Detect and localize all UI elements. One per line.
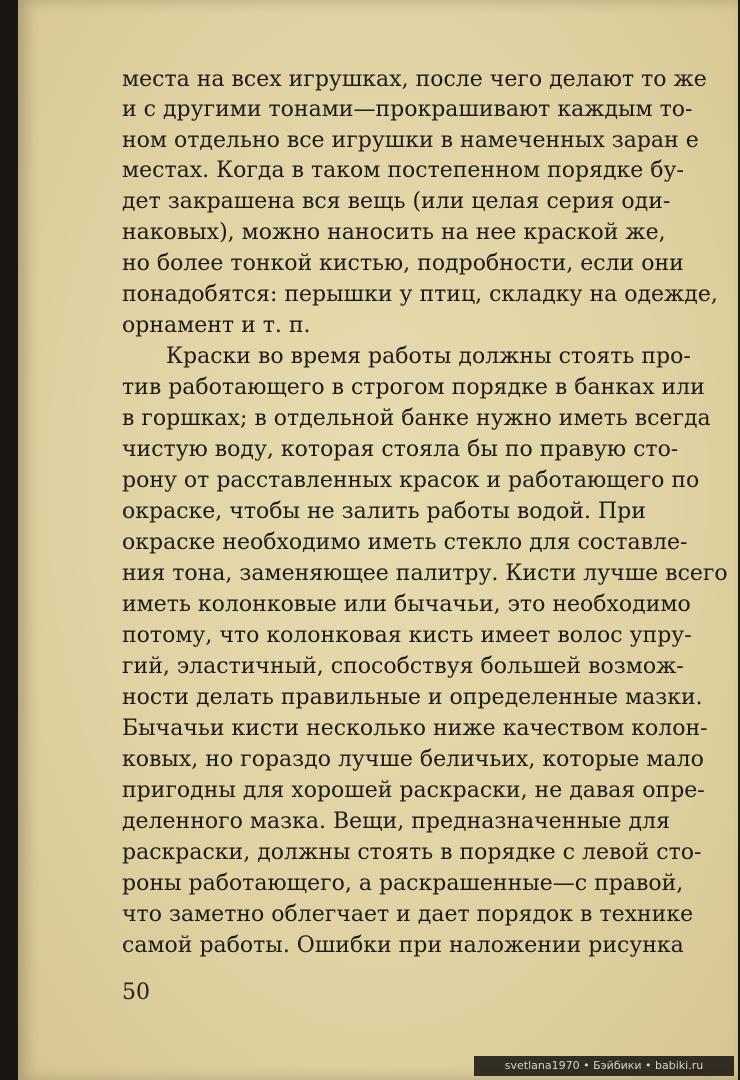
text-line: потому, что колонковая кисть имеет волос упру-	[122, 623, 692, 648]
text-line: в горшках; в отдельной банке нужно иметь всегда	[122, 406, 711, 431]
text-line: ности делать правильные и определенные мазки.	[122, 685, 703, 710]
text-line: тив работающего в строгом порядке в банках или	[122, 375, 705, 400]
watermark: svetlana1970 • Бэйбики • babiki.ru	[474, 1056, 734, 1076]
text-line: места на всех игрушках, после чего делают то же	[122, 67, 707, 92]
text-line: чистую воду, которая стояла бы по правую сто-	[122, 437, 679, 462]
text-line: пригодны для хорошей раскраски, не давая опре-	[122, 778, 705, 803]
book-page	[18, 0, 738, 1080]
text-line: окраске, чтобы не залить работы водой. При	[122, 499, 646, 524]
text-line: местах. Когда в таком постепенном порядке бу-	[122, 158, 684, 183]
text-line: и с другими тонами—прокрашивают каждым то-	[122, 97, 693, 122]
text-line: понадобятся: перышки у птиц, складку на одежде,	[122, 282, 718, 307]
text-line: рону от расставленных красок и работающего по	[122, 468, 700, 493]
text-line: самой работы. Ошибки при наложении рисунка	[122, 933, 684, 958]
text-line: что заметно облегчает и дает порядок в технике	[122, 902, 694, 927]
text-line: наковых), можно наносить на нее краской же,	[122, 220, 666, 245]
text-line: роны работающего, а раскрашенные—с правой,	[122, 871, 684, 896]
text-line: деленного мазка. Вещи, предназначенные для	[122, 809, 670, 834]
page-number: 50	[122, 980, 150, 1005]
text-line: Бычачьи кисти несколько ниже качеством колон-	[122, 716, 708, 741]
text-line: ном отдельно все игрушки в намеченных заран е	[122, 128, 699, 153]
text-line: но более тонкой кистью, подробности, если они	[122, 251, 684, 276]
text-line: Краски во время работы должны стоять про-	[166, 344, 691, 369]
text-line: ния тона, заменяющее палитру. Кисти лучше всего	[122, 561, 728, 586]
text-line: орнамент и т. п.	[122, 313, 311, 338]
text-line: ковых, но гораздо лучше беличьих, которые мало	[122, 747, 704, 772]
text-line: иметь колонковые или бычачьи, это необходимо	[122, 592, 691, 617]
text-line: гий, эластичный, способствуя большей возмож-	[122, 654, 684, 679]
text-line: окраске необходимо иметь стекло для составле-	[122, 530, 688, 555]
text-line: раскраски, должны стоять в порядке с левой сто-	[122, 840, 702, 865]
text-line: дет закрашена вся вещь (или целая серия оди-	[122, 189, 671, 214]
